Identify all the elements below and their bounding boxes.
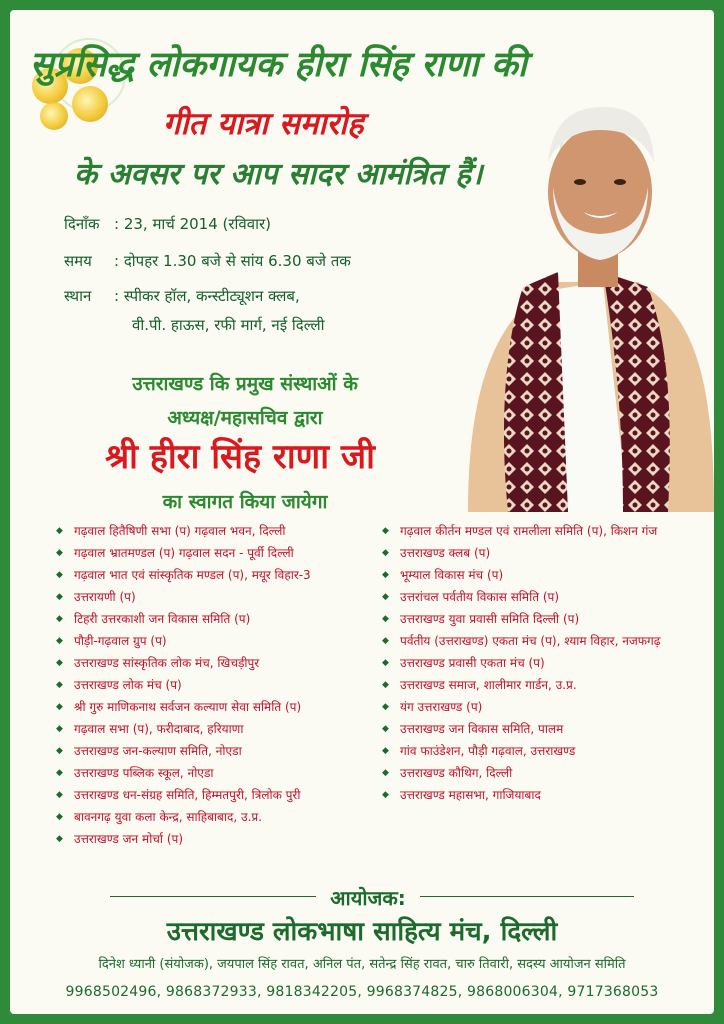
list-item: ◆ टिहरी उत्तरकाशी जन विकास समिति (प) bbox=[56, 612, 376, 627]
organizer-heading: आयोजक: bbox=[330, 886, 406, 910]
organizations-list-right bbox=[382, 524, 702, 810]
list-item: ◆ उत्तराखण्ड जन मोर्चा (प) bbox=[56, 832, 376, 847]
venue-label: स्थान bbox=[64, 287, 92, 305]
list-item: ◆ यंग उत्तराखण्ड (प) bbox=[382, 700, 702, 715]
date-row bbox=[64, 214, 271, 234]
time-row bbox=[64, 251, 351, 271]
time-value: : दोपहर 1.30 बजे से सांय 6.30 बजे तक bbox=[114, 252, 351, 270]
title-line-3: के अवसर पर आप सादर आमंत्रित हैं। bbox=[74, 157, 483, 192]
date-label: दिनाँक bbox=[64, 215, 100, 233]
list-item: ◆ गढ़वाल हितैषिणी सभा (प) गढ़वाल भवन, दिल्ली bbox=[56, 524, 376, 539]
list-item: ◆ उत्तराखण्ड प्रवासी एकता मंच (प) bbox=[382, 656, 702, 671]
date-value: : 23, मार्च 2014 (रविवार) bbox=[114, 215, 271, 233]
list-item: ◆ पर्वतीय (उत्तराखण्ड) एकता मंच (प), श्याम विहार, नजफगढ़ bbox=[382, 634, 702, 649]
organizer-section bbox=[10, 884, 714, 1000]
divider bbox=[420, 896, 634, 897]
welcome-line-3: का स्वागत किया जायेगा bbox=[162, 491, 328, 513]
list-item: ◆ उत्तरांचल पर्वतीय विकास समिति (प) bbox=[382, 590, 702, 605]
list-item: ◆ गढ़वाल कीर्तन मण्डल एवं रामलीला समिति (प), किशन गंज bbox=[382, 524, 702, 539]
list-item: ◆ गांव फाउंडेशन, पौड़ी गढ़वाल, उत्तराखण्ड bbox=[382, 744, 702, 759]
title-line-2: गीत यात्रा समारोह bbox=[163, 106, 364, 142]
honoree-name: श्री हीरा सिंह राणा जी bbox=[105, 437, 375, 477]
organizer-heading-row bbox=[10, 884, 714, 910]
divider bbox=[110, 896, 316, 897]
list-item: ◆ उत्तराखण्ड कौथिग, दिल्ली bbox=[382, 766, 702, 781]
list-item: ◆ गढ़वाल भ्रातमण्डल (प) गढ़वाल सदन - पूर्वी दिल्ली bbox=[56, 546, 376, 561]
list-item: ◆ उत्तराखण्ड लोक मंच (प) bbox=[56, 678, 376, 693]
list-item: ◆ उत्तराखण्ड महासभा, गाजियाबाद bbox=[382, 788, 702, 803]
venue-row bbox=[64, 286, 300, 306]
list-item: ◆ उत्तरायणी (प) bbox=[56, 590, 376, 605]
welcome-line-1: उत्तराखण्ड कि प्रमुख संस्थाओं के bbox=[132, 373, 358, 395]
organizer-members: दिनेश ध्यानी (संयोजक), जयपाल सिंह रावत, अनिल पंत, सतेन्द्र सिंह रावत, चारु तिवारी, सदस्य आयोजन समिति bbox=[98, 957, 626, 972]
list-item: ◆ उत्तराखण्ड समाज, शालीमार गार्डन, उ.प्र. bbox=[382, 678, 702, 693]
list-item: ◆ उत्तराखण्ड धन-संग्रह समिति, हिम्मतपुरी, त्रिलोक पुरी bbox=[56, 788, 376, 803]
singer-portrait-image bbox=[428, 82, 714, 512]
venue-line-2: वी.पी. हाऊस, रफी मार्ग, नई दिल्ली bbox=[132, 316, 325, 334]
list-item: ◆ उत्तराखण्ड युवा प्रवासी समिति दिल्ली (प) bbox=[382, 612, 702, 627]
list-item: ◆ बावनगढ़ युवा कला केन्द्र, साहिबाबाद, उ.प्र. bbox=[56, 810, 376, 825]
time-label: समय bbox=[64, 252, 92, 270]
list-item: ◆ गढ़वाल सभा (प), फरीदाबाद, हरियाणा bbox=[56, 722, 376, 737]
list-item: ◆ पौड़ी-गढ़वाल ग्रुप (प) bbox=[56, 634, 376, 649]
organizer-name: उत्तराखण्ड लोकभाषा साहित्य मंच, दिल्ली bbox=[166, 917, 558, 947]
welcome-line-2: अध्यक्ष/महासचिव द्वारा bbox=[167, 407, 323, 429]
contact-phones: 9968502496, 9868372933, 9818342205, 9968374825, 9868006304, 9717368053 bbox=[65, 984, 659, 1000]
list-item: ◆ गढ़वाल भात एवं सांस्कृतिक मण्डल (प), मयूर विहार-3 bbox=[56, 568, 376, 583]
list-item: ◆ भूम्याल विकास मंच (प) bbox=[382, 568, 702, 583]
list-item: ◆ उत्तराखण्ड सांस्कृतिक लोक मंच, खिचड़ीपुर bbox=[56, 656, 376, 671]
list-item: ◆ उत्तराखण्ड पब्लिक स्कूल, नोएडा bbox=[56, 766, 376, 781]
organizations-list-left bbox=[56, 524, 376, 854]
venue-line-1: : स्पीकर हॉल, कन्स्टीट्यूशन क्लब, bbox=[114, 287, 300, 305]
list-item: ◆ उत्तराखण्ड जन विकास समिति, पालम bbox=[382, 722, 702, 737]
invitation-card bbox=[10, 10, 714, 1014]
list-item: ◆ उत्तराखण्ड क्लब (प) bbox=[382, 546, 702, 561]
list-item: ◆ श्री गुरु माणिकनाथ सर्वजन कल्याण सेवा समिति (प) bbox=[56, 700, 376, 715]
list-item: ◆ उत्तराखण्ड जन-कल्याण समिति, नोएडा bbox=[56, 744, 376, 759]
title-line-1: सुप्रसिद्ध लोकगायक हीरा सिंह राणा की bbox=[30, 45, 527, 85]
